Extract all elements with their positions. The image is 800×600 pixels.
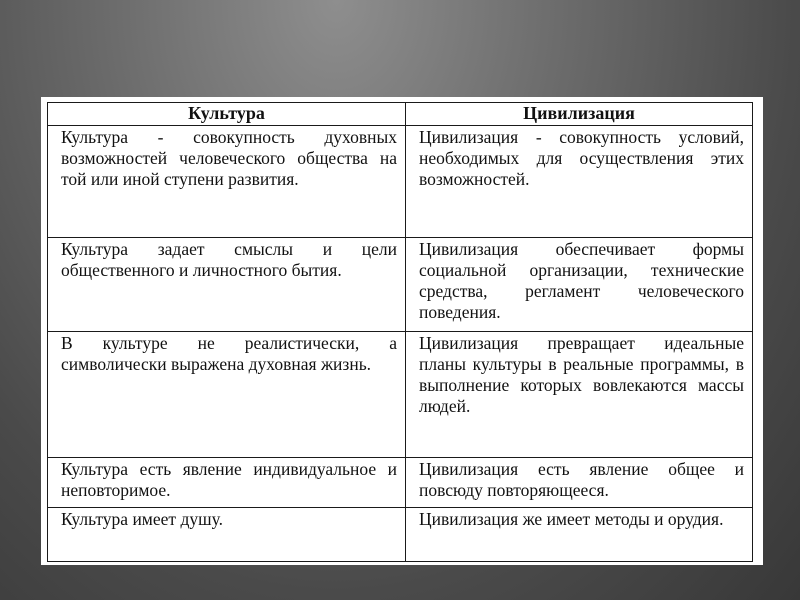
table-row xyxy=(48,458,753,508)
civilization-cell: Цивилизация обеспечивает формы социальной организации, технические средства, регламент человеческого поведения. xyxy=(406,238,753,332)
header-civilization: Цивилизация xyxy=(406,103,753,126)
culture-cell: Культура есть явление индивидуальное и неповторимое. xyxy=(48,458,406,508)
culture-cell: Культура задает смыслы и цели общественного и личностного бытия. xyxy=(48,238,406,332)
table-row xyxy=(48,332,753,458)
civilization-cell: Цивилизация же имеет методы и орудия. xyxy=(406,508,753,562)
civilization-cell: Цивилизация - совокупность условий, необходимых для осуществления этих возможностей. xyxy=(406,126,753,238)
culture-cell: В культуре не реалистически, а символически выражена духовная жизнь. xyxy=(48,332,406,458)
civilization-cell: Цивилизация превращает идеальные планы культуры в реальные программы, в выполнение которых вовлекаются массы людей. xyxy=(406,332,753,458)
culture-cell: Культура - совокупность духовных возможностей человеческого общества на той или иной ступени развития. xyxy=(48,126,406,238)
table-row xyxy=(48,508,753,562)
header-culture: Культура xyxy=(48,103,406,126)
table-row xyxy=(48,238,753,332)
civilization-cell: Цивилизация есть явление общее и повсюду повторяющееся. xyxy=(406,458,753,508)
culture-cell: Культура имеет душу. xyxy=(48,508,406,562)
table-header-row xyxy=(48,103,753,126)
slide-table-panel xyxy=(41,97,763,565)
table-row xyxy=(48,126,753,238)
comparison-table xyxy=(47,102,753,562)
